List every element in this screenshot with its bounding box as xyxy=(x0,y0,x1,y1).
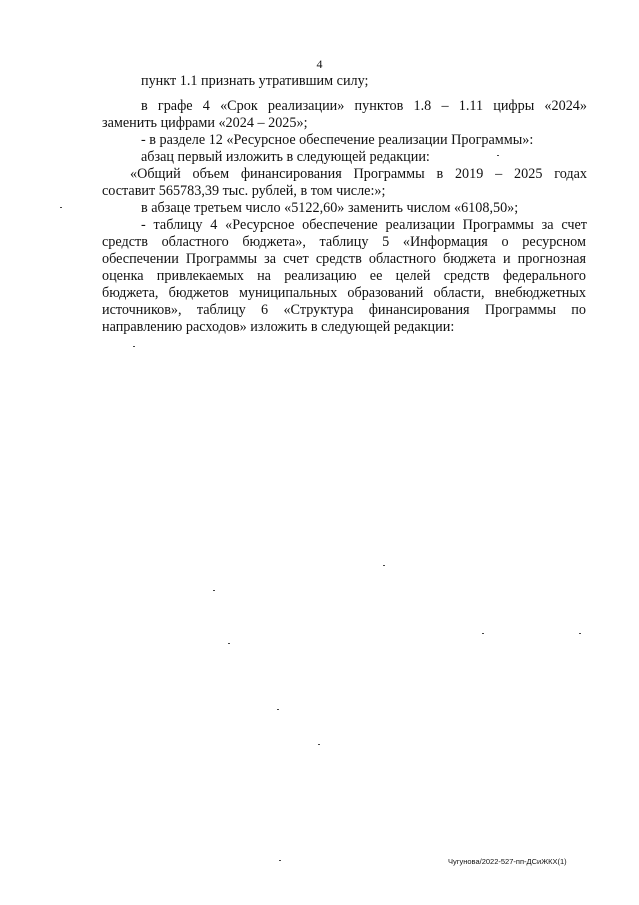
scan-speck xyxy=(279,860,281,861)
text-line-2: в графе 4 «Срок реализации» пунктов 1.8 – 1.11 цифры «2024» xyxy=(141,98,587,114)
text-line-5: абзац первый изложить в следующей редакции: xyxy=(141,149,430,165)
scan-speck xyxy=(497,155,499,156)
scan-speck xyxy=(579,633,581,634)
scan-speck xyxy=(228,643,230,644)
text-line-7: составит 565783,39 тыс. рублей, в том числе:»; xyxy=(102,183,386,199)
text-line-10: средств областного бюджета», таблицу 5 «Информация о ресурсном xyxy=(102,234,586,250)
text-line-4: - в разделе 12 «Ресурсное обеспечение реализации Программы»: xyxy=(141,132,534,148)
scan-speck xyxy=(277,709,279,710)
text-line-8: в абзаце третьем число «5122,60» заменить числом «6108,50»; xyxy=(141,200,519,216)
scan-speck xyxy=(383,565,385,566)
text-line-3: заменить цифрами «2024 – 2025»; xyxy=(102,115,308,131)
scan-speck xyxy=(318,744,320,745)
text-line-13: бюджета, бюджетов муниципальных образований области, внебюджетных xyxy=(102,285,586,301)
scan-speck xyxy=(60,207,62,208)
text-line-11: обеспечении Программы за счет средств областного бюджета и прогнозная xyxy=(102,251,586,267)
text-line-1: пункт 1.1 признать утратившим силу; xyxy=(141,73,369,89)
scan-speck xyxy=(482,633,484,634)
text-line-14: источников», таблицу 6 «Структура финансирования Программы по xyxy=(102,302,586,318)
page-number: 4 xyxy=(316,57,323,71)
scan-speck xyxy=(133,346,135,347)
text-line-12: оценка привлекаемых на реализацию ее целей средств федерального xyxy=(102,268,586,284)
footer-document-code: Чугунова/2022-527-пп-ДСиЖКХ(1) xyxy=(448,857,567,866)
text-line-15: направлению расходов» изложить в следующей редакции: xyxy=(102,319,455,335)
scan-speck xyxy=(213,590,215,591)
text-line-6: «Общий объем финансирования Программы в 2019 – 2025 годах xyxy=(130,166,587,182)
text-line-9: - таблицу 4 «Ресурсное обеспечение реализации Программы за счет xyxy=(141,217,587,233)
